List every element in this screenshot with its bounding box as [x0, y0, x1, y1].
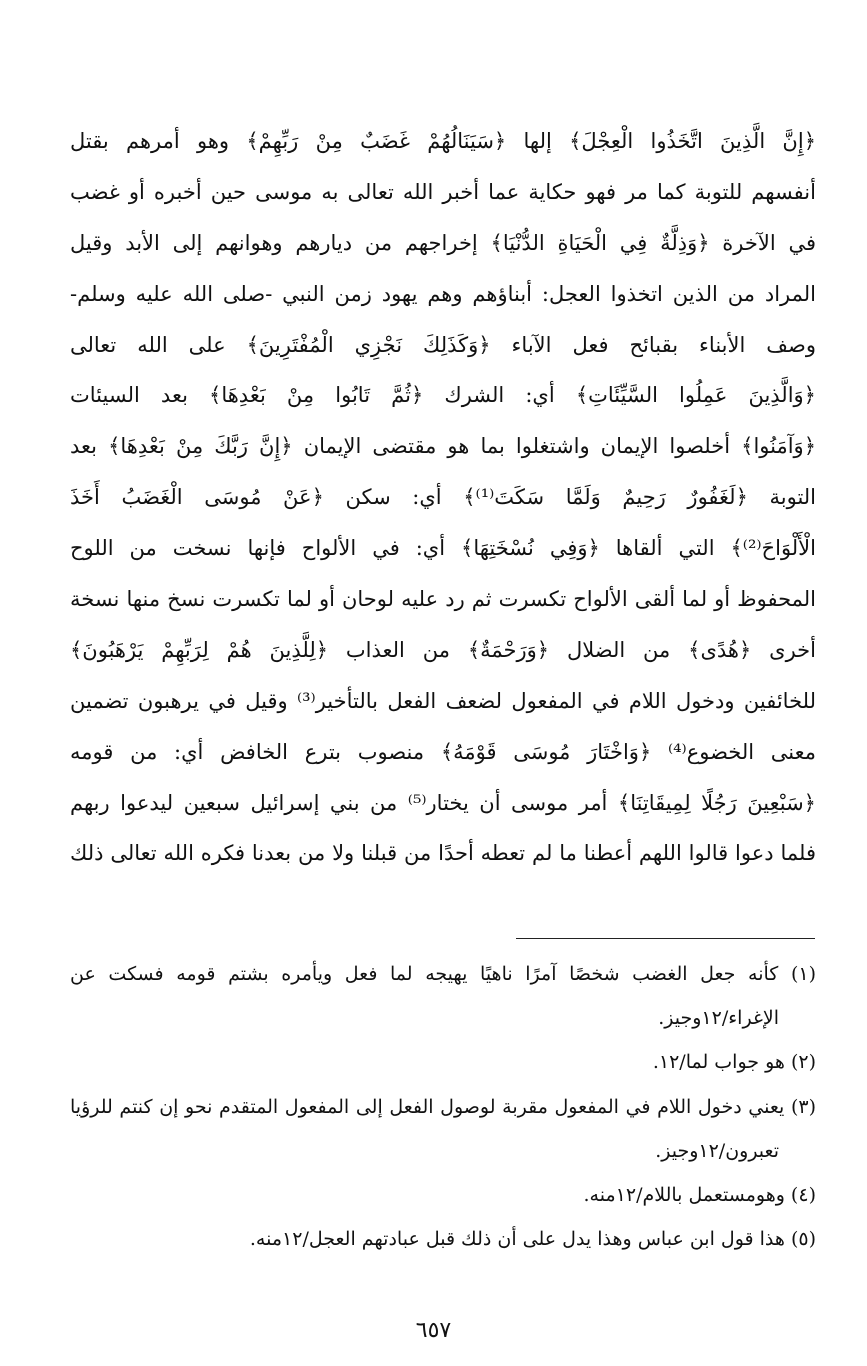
footnote: (٥) هذا قول ابن عباس وهذا يدل على أن ذلك قبل عبادتهم العجل/١٢منه. [249, 1228, 816, 1251]
body-line: في الآخرة ﴿وَذِلَّةٌ فِي الْحَيَاةِ الدُّنْيَا﴾ إخراجهم من ديارهم وهوانهم إلى الأبد وقيل [70, 230, 816, 255]
footnotes [70, 952, 816, 1261]
body-line: ﴿وَآمَنُوا﴾ أخلصوا الإيمان واشتغلوا بما هو مقتضى الإيمان ﴿إِنَّ رَبَّكَ مِنْ بَعْدِهَا﴾ بعد [70, 434, 816, 459]
page-number: ٦٥٧ [415, 1318, 452, 1343]
body-line: ﴿وَالَّذِينَ عَمِلُوا السَّيِّئَاتِ﴾ أي: الشرك ﴿ثُمَّ تَابُوا مِنْ بَعْدِهَا﴾ بعد السيئات [70, 383, 816, 408]
body-line: معنى الخضوع⁽⁴⁾ ﴿وَاخْتَارَ مُوسَى قَوْمَهُ﴾ منصوب بترع الخافض أي: من قومه [70, 739, 816, 764]
footnote: (١) كأنه جعل الغضب شخصًا آمرًا ناهيًا يهيجه لما فعل ويأمره بشتم قومه فسكت عن [70, 963, 816, 985]
body-line: المراد من الذين اتخذوا العجل: أبناؤهم وهم يهود زمن النبي -صلى الله عليه وسلم- [70, 281, 816, 306]
footnote: (٤) وهومستعمل باللام/١٢منه. [583, 1184, 816, 1207]
body-line: أخرى ﴿هُدًى﴾ من الضلال ﴿وَرَحْمَةٌ﴾ من العذاب ﴿لِلَّذِينَ هُمْ لِرَبِّهِمْ يَرْهَبُونَ﴾ [70, 637, 816, 662]
footnote-separator [516, 938, 815, 939]
footnote-continuation: تعبرون/١٢وجيز. [655, 1139, 779, 1162]
body-text [70, 116, 816, 879]
body-line: المحفوظ أو لما ألقى الألواح تكسرت ثم رد عليه لوحان أو لما تكسرت نسخ منها نسخة [70, 587, 816, 612]
body-line: أنفسهم للتوبة كما مر فهو حكاية عما أخبر الله تعالى به موسى حين أخبره أو غضب [70, 179, 816, 204]
body-line: الْأَلْوَاحَ⁽²⁾﴾ التي ألقاها ﴿وَفِي نُسْخَتِهَا﴾ أي: في الألواح فإنها نسخت من اللوح [70, 536, 816, 561]
body-line: ﴿سَبْعِينَ رَجُلًا لِمِيقَاتِنَا﴾ أمر موسى أن يختار⁽⁵⁾ من بني إسرائيل سبعين ليدعوا ربهم [70, 790, 816, 815]
footnote-continuation: الإغراء/١٢وجيز. [658, 1007, 779, 1030]
body-line: فلما دعوا قالوا اللهم أعطنا ما لم تعطه أحدًا من قبلنا ولا من بعدنا فكره الله تعالى ذلك [70, 841, 816, 866]
body-line: التوبة ﴿لَغَفُورٌ رَحِيمٌ وَلَمَّا سَكَتَ⁽¹⁾﴾ أي: سكن ﴿عَنْ مُوسَى الْغَضَبُ أَخَذَ [70, 485, 816, 510]
body-line: ﴿إِنَّ الَّذِينَ اتَّخَذُوا الْعِجْلَ﴾ إلها ﴿سَيَنَالُهُمْ غَضَبٌ مِنْ رَبِّهِمْ﴾ وهو أمرهم بقتل [70, 129, 816, 153]
footnote: (٣) يعني دخول اللام في المفعول مقربة لوصول الفعل إلى المفعول المتقدم نحو إن كنتم للرؤيا [70, 1095, 816, 1118]
body-line: وصف الأبناء بقبائح فعل الآباء ﴿وَكَذَلِكَ نَجْزِي الْمُفْتَرِينَ﴾ على الله تعالى [70, 332, 816, 357]
footnote: (٢) هو جواب لما/١٢. [652, 1051, 816, 1074]
body-line: للخائفين ودخول اللام في المفعول لضعف الفعل بالتأخير⁽³⁾ وقيل في يرهبون تضمين [70, 688, 816, 713]
